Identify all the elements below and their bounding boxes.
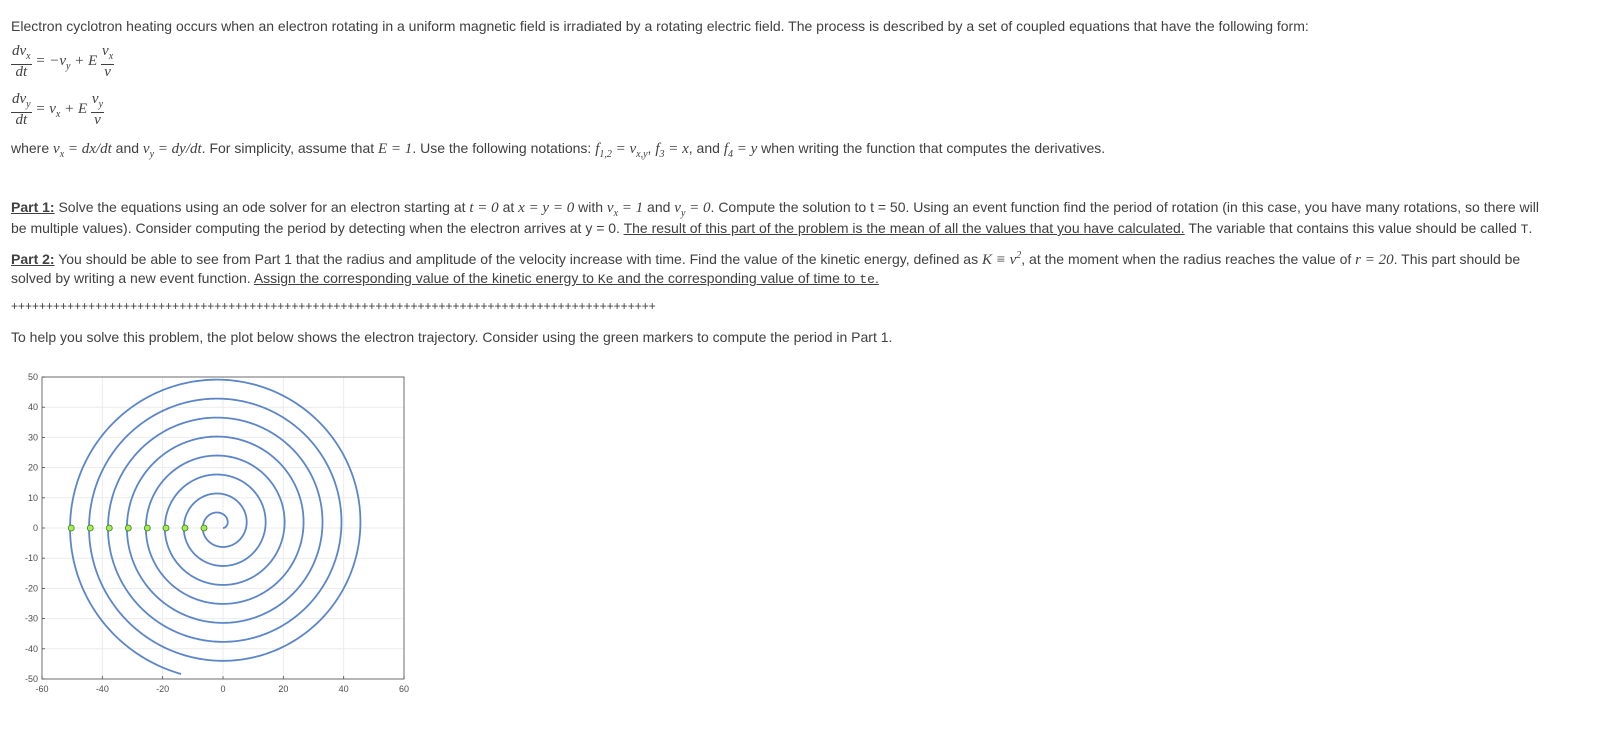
x-tick-label: 20 [278,684,289,694]
y-tick-label: -10 [24,553,38,564]
x-tick-label: 0 [220,684,226,694]
period-marker [87,525,93,531]
where-line: where $v_x = dx/dt$ and $v_y = dy/dt$. For simplicity, assume that E = 1. Use the following notations: $f_{1,2} = v_{x,y}$, $f_3 = x$, and $f_4 = y$ when writing the function that computes the derivatives. [11,140,1106,160]
period-marker [144,525,150,531]
y-tick-label: -30 [24,613,38,624]
y-tick-label: -40 [24,643,38,654]
y-tick-label: 0 [32,523,38,533]
variable-te: te [859,272,875,287]
period-marker [163,525,169,531]
part1-line2: be multiple values). Consider computing the period by detecting when the electron arrives at y = 0. The result of this part of the problem is the mean of all the values that you have calculated. The variable that contains this value should be called T. [11,220,1533,237]
y-tick-label: 20 [27,462,38,473]
y-tick-label: 30 [27,432,38,443]
part1-line1: Part 1: Solve the equations using an ode solver for an electron starting at t = 0 at x = y = 0 with $v_x = 1$ and $v_y = 0$. Compute the solution to t = 50. Using an event function find the period of rotation (in this case, you have many rotations, so there will [11,199,1539,219]
part1-label: Part 1: [11,199,55,215]
period-marker [68,525,74,531]
period-marker [125,525,131,531]
x-tick-label: 60 [398,684,410,694]
y-tick-label: 40 [27,402,38,413]
part1-emphasis: The result of this part of the problem is the mean of all the values that you have calculated. [623,220,1185,236]
separator-line: ++++++++++++++++++++++++++++++++++++++++++++++++++++++++++++++++++++++++++++++++++++++++++++ [11,299,656,313]
part2-line2: solved by writing a new event function. Assign the corresponding value of the kinetic energy to Ke and the corresponding value of time to te. [11,270,879,287]
part2-label: Part 2: [11,251,55,267]
x-tick-label: -40 [95,684,109,694]
y-tick-label: -20 [24,583,38,594]
part2-line1: Part 2: You should be able to see from Part 1 that the radius and amplitude of the velocity increase with time. Find the value of the kinetic energy, defined as $K \equiv v^2$, at the moment when the radius reaches the value of r = 20. This part should be [11,250,1521,268]
x-tick-label: 40 [338,684,349,694]
y-tick-label: 50 [27,372,38,382]
intro-text: Electron cyclotron heating occurs when an electron rotating in a uniform magnetic field is irradiated by a rotating electric field. The process is described by a set of coupled equations that have the following form: [11,18,1309,34]
equation-dvx: $\frac{dv_x}{dt}$ = $-v_y + E$ $\frac{v_x}{v}$ [12,43,114,80]
period-marker [182,525,188,531]
period-marker [201,525,207,531]
y-tick-label: -50 [24,674,38,684]
x-tick-label: -20 [156,684,170,694]
equation-dvy: $\frac{dv_y}{dt}$ = $v_x + E$ $\frac{v_y}{v}$ [12,91,104,128]
x-tick-label: -60 [35,684,49,694]
variable-T: T [1520,222,1529,237]
variable-Ke: Ke [597,272,614,287]
help-text: To help you solve this problem, the plot below shows the electron trajectory. Consider using the green markers to compute the period in Part 1. [11,329,893,345]
y-tick-label: 10 [27,492,38,503]
part2-emphasis: Assign the corresponding value of the kinetic energy to Ke and the corresponding value of time to te. [253,270,879,287]
period-marker [106,525,112,531]
trajectory-chart [0,366,420,702]
